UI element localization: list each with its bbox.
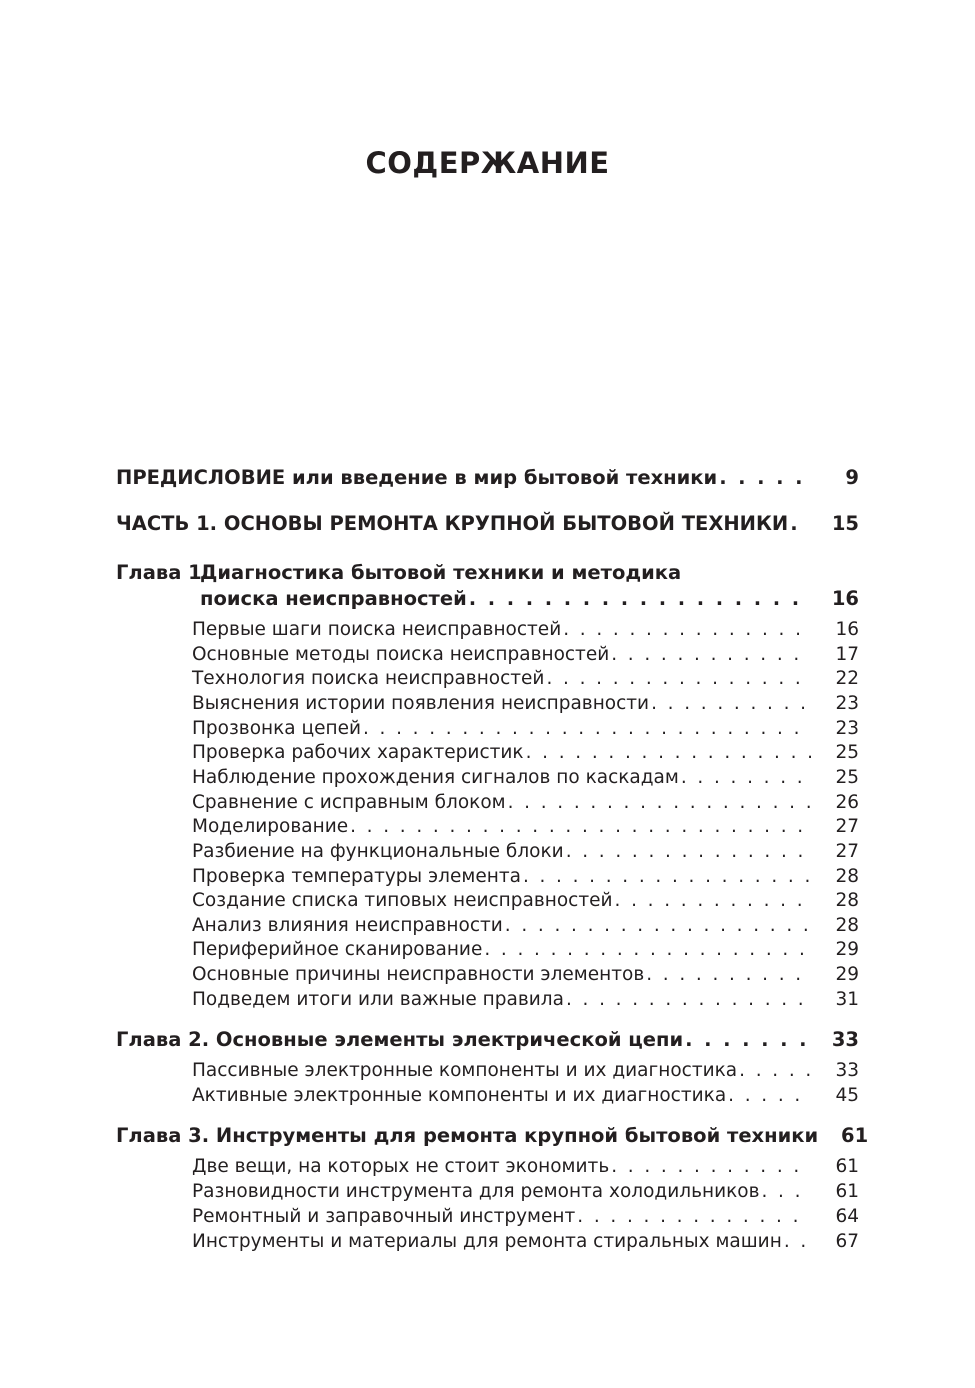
dot-leader	[685, 1028, 811, 1051]
dot-leader	[646, 964, 811, 985]
toc-section-entry	[192, 1206, 859, 1227]
toc-entry-text: ЧАСТЬ 1. ОСНОВЫ РЕМОНТА КРУПНОЙ БЫТОВОЙ ТЕХНИКИ	[116, 512, 789, 535]
toc-section-text: Анализ влияния неисправности	[192, 914, 503, 936]
toc-section-entry	[192, 1181, 859, 1202]
toc-section-text: Сравнение с исправным блоком	[192, 791, 506, 813]
toc-section-text: Инструменты и материалы для ремонта стиральных машин	[192, 1231, 782, 1252]
toc-section-entry	[192, 964, 859, 985]
toc-entry-text: Глава 3. Инструменты для ремонта крупной бытовой техники	[116, 1124, 819, 1147]
toc-section-text: Основные причины неисправности элементов	[192, 964, 645, 986]
toc-section-entry	[192, 1085, 859, 1106]
toc-section-text: Прозвонка цепей	[192, 717, 361, 739]
toc-section-text: Выяснения истории появления неисправности	[192, 692, 650, 714]
dot-leader	[611, 1156, 811, 1177]
dot-leader	[566, 841, 811, 862]
toc-page-number: 15	[831, 512, 859, 535]
toc-page-number: 28	[835, 890, 859, 912]
toc-section-text: Подведем итоги или важные правила	[192, 988, 564, 1010]
toc-section-text: Создание списка типовых неисправностей	[192, 890, 613, 912]
page-title: СОДЕРЖАНИЕ	[365, 146, 610, 180]
toc-section-text: Первые шаги поиска неисправностей	[192, 619, 562, 640]
toc-page-number: 29	[835, 964, 859, 986]
toc-section-text: Две вещи, на которых не стоит экономить	[192, 1156, 610, 1177]
dot-leader	[790, 512, 811, 535]
toc-section-text: Наблюдение прохождения сигналов по каскадам	[192, 766, 679, 788]
dot-leader	[350, 816, 811, 837]
toc-entry-part1	[116, 512, 859, 535]
toc-page-number: 26	[835, 791, 859, 813]
toc-page-number: 28	[835, 865, 859, 887]
toc-section-entry	[192, 644, 859, 665]
toc-section-text: Разновидности инструмента для ремонта холодильников	[192, 1181, 760, 1202]
chapter-label: Глава 1.	[116, 561, 210, 584]
toc-page-number: 61	[835, 1156, 859, 1177]
toc-entry-chapter3	[116, 1124, 869, 1147]
toc-page-number: 31	[835, 988, 859, 1010]
chapter-title-line1: Диагностика бытовой техники и методика	[200, 561, 682, 584]
toc-page-number: 25	[835, 742, 859, 764]
toc-page-number: 17	[835, 643, 859, 665]
toc-page-number: 23	[835, 717, 859, 739]
dot-leader	[728, 1085, 811, 1106]
toc-section-entry	[192, 989, 859, 1010]
dot-leader	[523, 866, 811, 887]
toc-section-entry	[192, 866, 859, 887]
toc-section-entry	[192, 718, 859, 739]
toc-section-text: Технология поиска неисправностей	[192, 668, 545, 690]
toc-section-text: Ремонтный и заправочный инструмент	[192, 1206, 576, 1227]
toc-page-number: 29	[835, 939, 859, 961]
dot-leader	[566, 989, 811, 1010]
toc-section-text: Периферийное сканирование	[192, 939, 483, 961]
toc-page-number: 9	[845, 466, 859, 489]
toc-page-number: 61	[841, 1124, 869, 1147]
dot-leader	[739, 1060, 811, 1081]
toc-section-text: Активные электронные компоненты и их диагностика	[192, 1085, 727, 1106]
dot-leader	[651, 693, 811, 714]
dot-leader	[484, 939, 811, 960]
dot-leader	[784, 1231, 811, 1252]
toc-section-entry	[192, 792, 859, 813]
dot-leader	[363, 718, 811, 739]
toc-section-entry	[192, 1156, 859, 1177]
dot-leader	[508, 792, 811, 813]
toc-section-text: Основные методы поиска неисправностей	[192, 643, 610, 665]
dot-leader	[469, 587, 811, 610]
dot-leader	[611, 644, 811, 665]
toc-section-entry	[192, 693, 859, 714]
dot-leader	[505, 915, 811, 936]
toc-entry-text: ПРЕДИСЛОВИЕ или введение в мир бытовой техники	[116, 466, 718, 489]
toc-section-text: Проверка температуры элемента	[192, 865, 521, 887]
toc-page-number: 33	[835, 1060, 859, 1081]
toc-page-number: 16	[835, 619, 859, 640]
dot-leader	[615, 890, 811, 911]
toc-page-number: 27	[835, 816, 859, 838]
toc-section-text: Пассивные электронные компоненты и их диагностика	[192, 1060, 738, 1081]
toc-section-entry	[192, 841, 859, 862]
chapter-title-line2: поиска неисправностей	[200, 587, 467, 610]
toc-page-number: 61	[835, 1181, 859, 1202]
toc-section-entry	[192, 1060, 859, 1081]
toc-chapter1-heading	[116, 561, 681, 584]
dot-leader	[719, 466, 811, 489]
dot-leader	[577, 1206, 811, 1227]
dot-leader	[546, 668, 811, 689]
toc-page-number: 23	[835, 692, 859, 714]
toc-entry-text: Глава 2. Основные элементы электрической цепи	[116, 1028, 684, 1051]
toc-entry-chapter2	[116, 1028, 859, 1051]
toc-section-text: Моделирование	[192, 816, 349, 838]
dot-leader	[681, 767, 811, 788]
toc-page-number: 25	[835, 766, 859, 788]
toc-section-entry	[192, 939, 859, 960]
toc-page-number: 28	[835, 914, 859, 936]
dot-leader	[563, 619, 811, 640]
toc-section-text: Разбиение на функциональные блоки	[192, 840, 564, 862]
toc-section-entry	[192, 816, 859, 837]
dot-leader	[762, 1181, 812, 1202]
toc-page-number: 22	[835, 668, 859, 690]
toc-page-number: 33	[831, 1028, 859, 1051]
toc-page-number: 64	[835, 1206, 859, 1227]
toc-section-text: Проверка рабочих характеристик	[192, 742, 524, 764]
toc-page-number: 16	[831, 587, 859, 610]
toc-section-entry	[192, 742, 859, 763]
toc-entry-chapter1	[200, 587, 859, 610]
toc-page-number: 27	[835, 840, 859, 862]
toc-section-entry	[192, 668, 859, 689]
toc-section-entry	[192, 1231, 859, 1252]
toc-page-number: 45	[835, 1085, 859, 1106]
toc-entry-preface	[116, 466, 859, 489]
toc-section-entry	[192, 619, 859, 640]
dot-leader	[526, 742, 811, 763]
toc-page-number: 67	[835, 1231, 859, 1252]
toc-section-entry	[192, 915, 859, 936]
toc-section-entry	[192, 890, 859, 911]
toc-section-entry	[192, 767, 859, 788]
